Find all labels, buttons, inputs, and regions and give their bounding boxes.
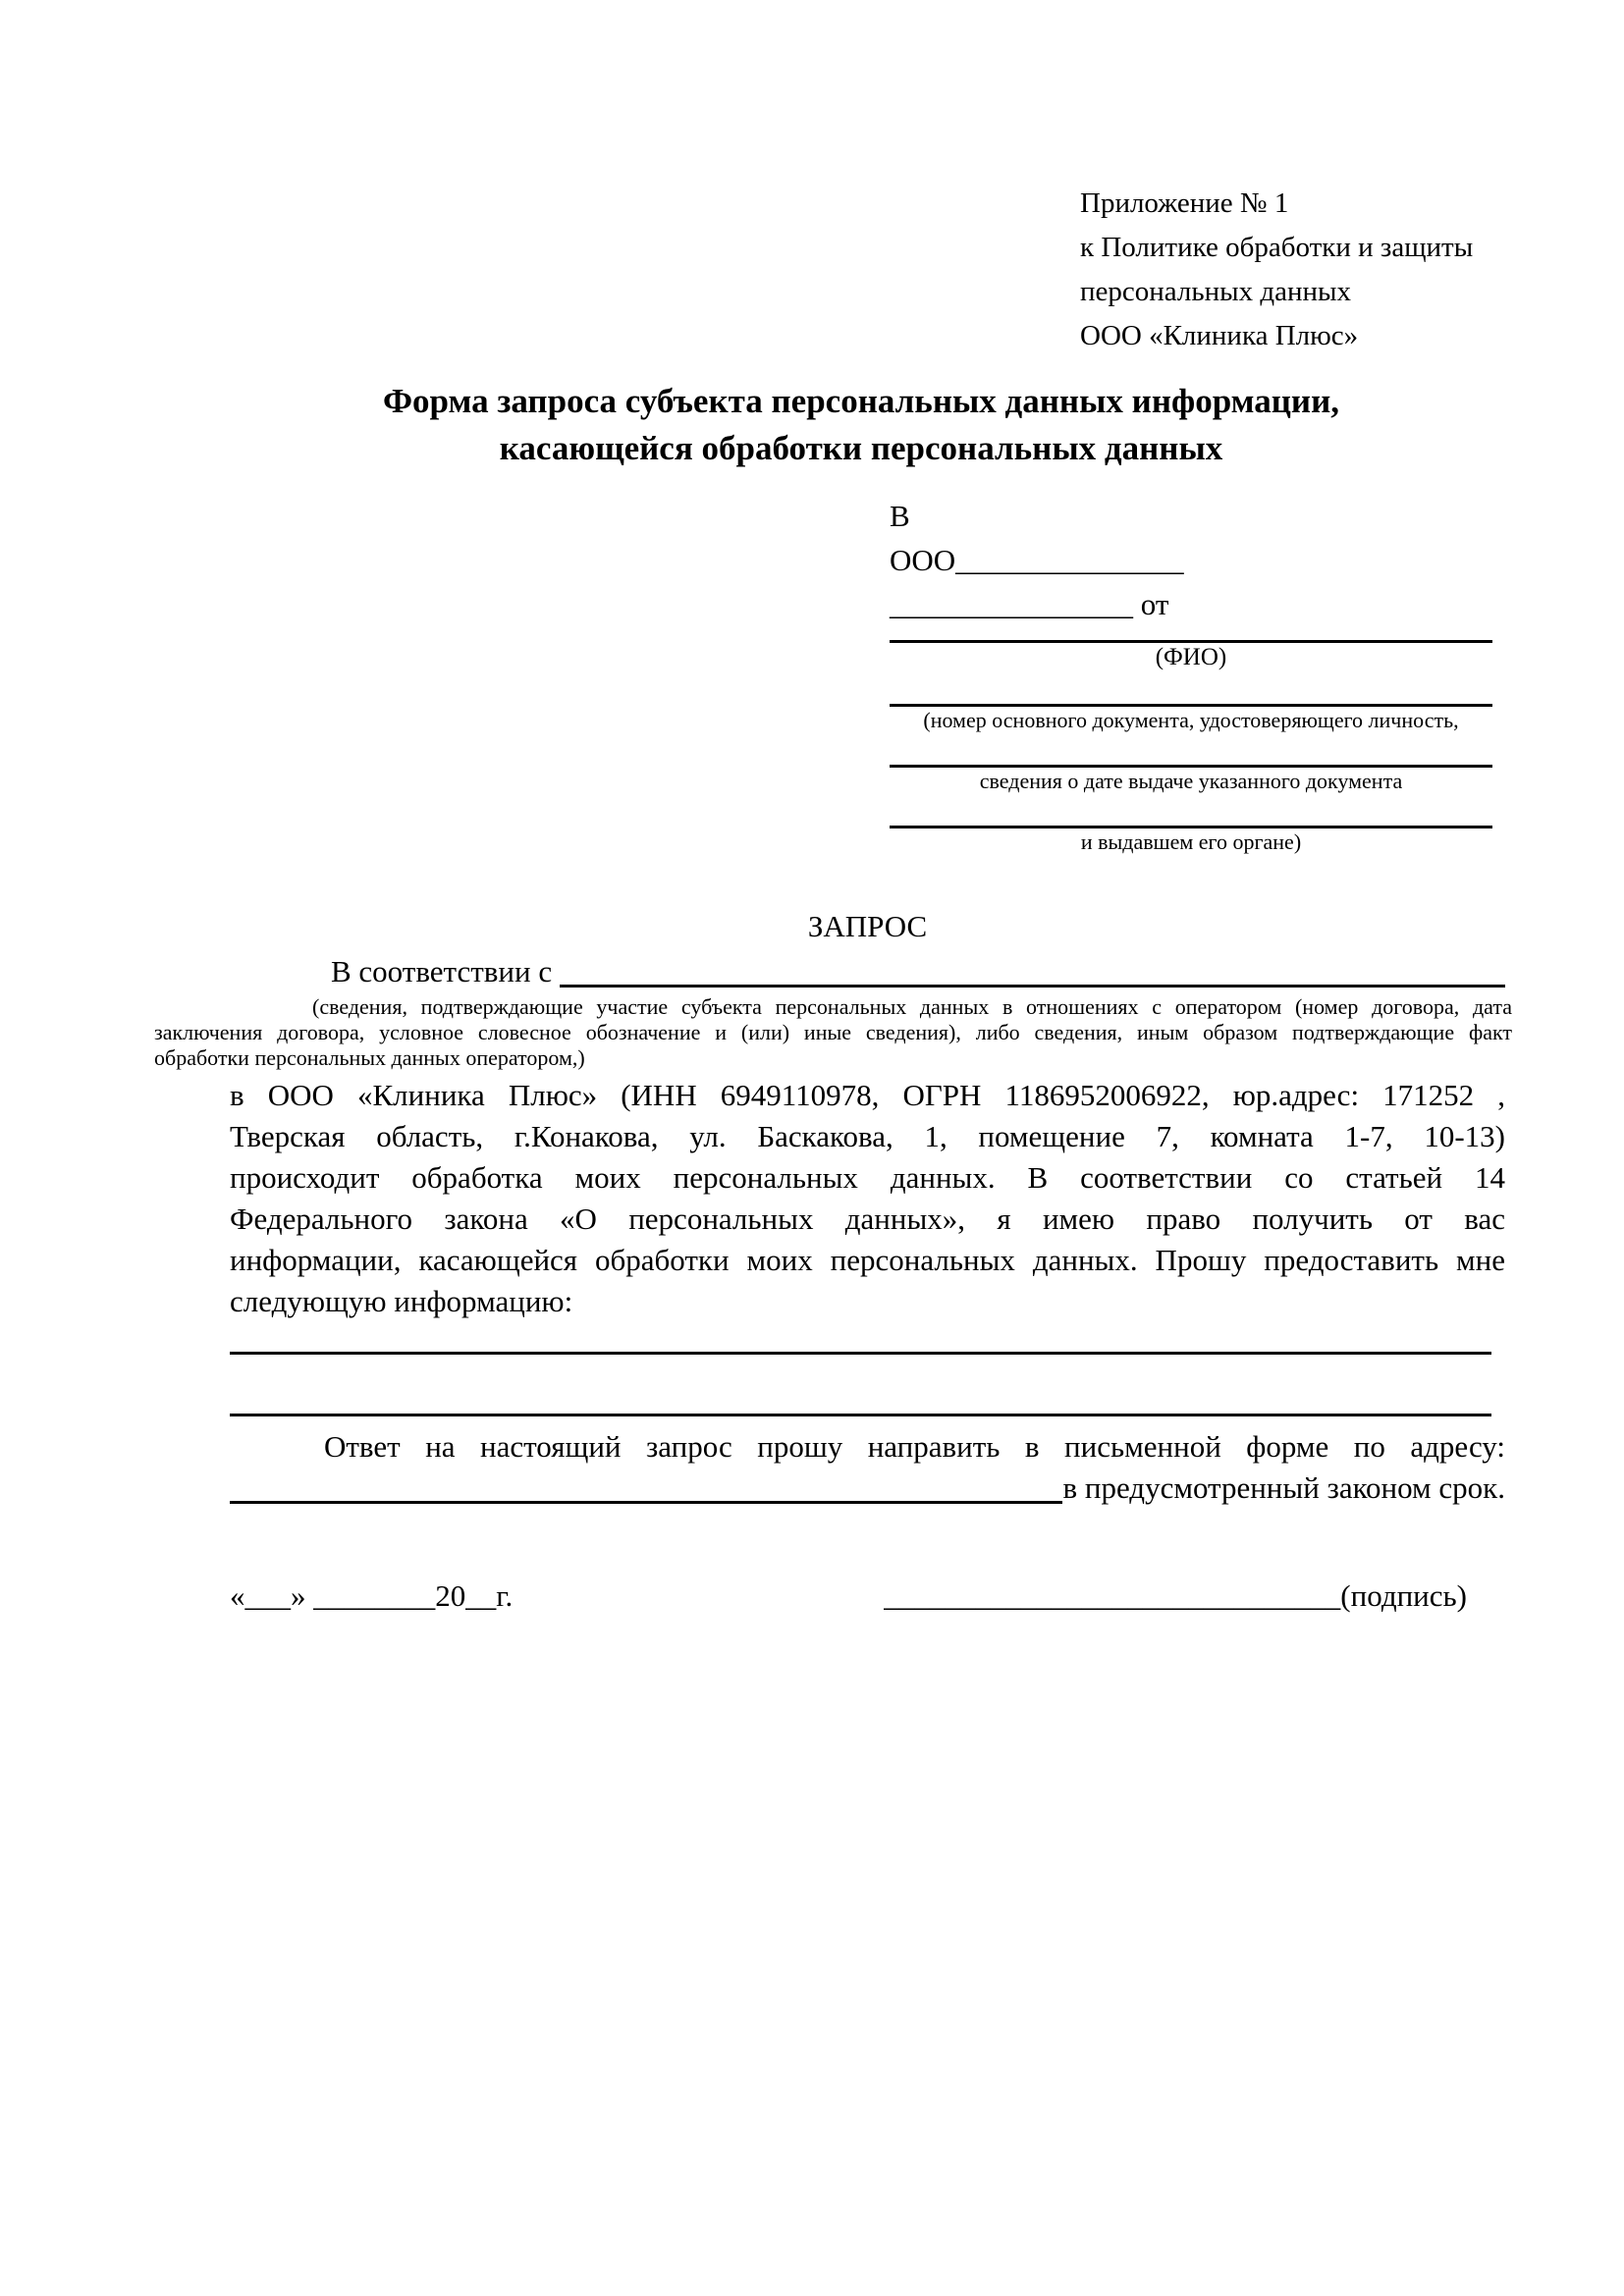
title-line: касающейся обработки персональных данных xyxy=(499,429,1223,467)
addressee-org-field: ООО_______________ xyxy=(890,543,1184,577)
addressee-to-label: В xyxy=(890,499,910,533)
body-line: происходит обработка моих персональных данных. В соответствии со статьей 14 xyxy=(230,1160,1505,1195)
body-line: Федерального закона «О персональных данных», я имею право получить от вас xyxy=(230,1201,1505,1236)
fineprint-note xyxy=(154,994,1512,1071)
body-line: Тверская область, г.Конакова, ул. Баскакова, 1, помещение 7, комната 1-7, 10-13) xyxy=(230,1119,1505,1153)
appendix-line: ООО «Клиника Плюс» xyxy=(1080,320,1359,351)
body-line: информации, касающейся обработки моих персональных данных. Прошу предоставить мне xyxy=(230,1243,1505,1277)
signature-caption: (подпись) xyxy=(1340,1578,1467,1613)
body-line: в ООО «Клиника Плюс» (ИНН 6949110978, ОГРН 1186952006922, юр.адрес: 171252 , xyxy=(230,1078,1505,1112)
info-blank-line-2 xyxy=(230,1414,1491,1416)
footer-row xyxy=(230,1575,1467,1617)
fineprint-line: (сведения, подтверждающие участие субъекта персональных данных в отношениях с оператором (номер договора, дата xyxy=(312,994,1512,1019)
fineprint-line: обработки персональных данных оператором,) xyxy=(154,1045,585,1070)
doc-number-caption: (номер основного документа, удостоверяющего личность, xyxy=(923,708,1459,732)
addressee-from-label: от xyxy=(1133,587,1169,621)
appendix-line: персональных данных xyxy=(1080,276,1352,307)
intro-prefix: В соответствии с xyxy=(331,954,560,988)
addressee-from-blank: ________________ xyxy=(890,587,1133,621)
body-line: следующую информацию: xyxy=(230,1284,573,1318)
request-heading: ЗАПРОС xyxy=(807,909,928,943)
appendix-line: Приложение № 1 xyxy=(1080,187,1289,219)
doc-issue-date-caption: сведения о дате выдаче указанного документа xyxy=(979,769,1403,793)
fio-caption: (ФИО) xyxy=(1155,644,1227,670)
signature-field xyxy=(884,1575,1467,1617)
date-field: «___» ________20__г. xyxy=(230,1578,514,1613)
request-body-paragraph xyxy=(230,1075,1505,1322)
info-blank-line-1 xyxy=(230,1352,1491,1355)
reply-address-blank-line xyxy=(230,1501,1062,1504)
document-title xyxy=(210,378,1512,472)
fineprint-line: заключения договора, условное словесное обозначение и (или) иные сведения), либо сведения, иным образом подтверждающие факт xyxy=(154,1020,1512,1044)
signature-blank-line: ______________________________ xyxy=(884,1578,1341,1613)
reply-paragraph xyxy=(230,1426,1505,1509)
title-line: Форма запроса субъекта персональных данных информации, xyxy=(382,382,1340,420)
reply-line-suffix: в предусмотренный законом срок. xyxy=(1062,1470,1505,1505)
request-intro-line xyxy=(331,951,1505,992)
intro-blank-line xyxy=(560,985,1505,988)
reply-address-line xyxy=(230,1468,1505,1509)
addressee-from-field xyxy=(890,582,1492,626)
addressee-block xyxy=(890,494,1492,855)
reply-line: Ответ на настоящий запрос прошу направить в письменной форме по адресу: xyxy=(324,1429,1505,1464)
doc-issuer-caption: и выдавшем его органе) xyxy=(1080,829,1302,854)
appendix-line: к Политике обработки и защиты xyxy=(1080,232,1474,263)
appendix-block xyxy=(1080,182,1624,358)
